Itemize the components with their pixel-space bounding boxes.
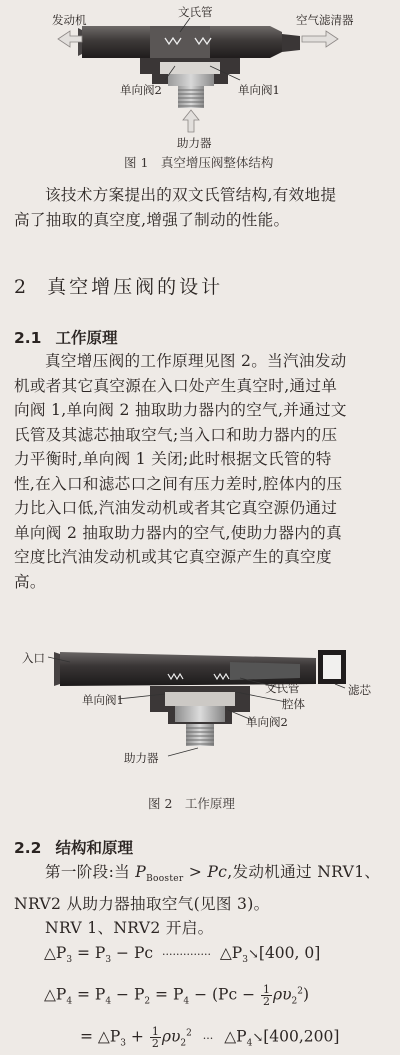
eq-term: = P [72, 944, 106, 962]
fig1-label-venturi: 文氏管 [178, 5, 213, 19]
figure-2-caption: 图 2 工作原理 [148, 796, 235, 811]
paragraph-line: 力比入口低,汽油发动机或者其它真空源仍通过 [14, 499, 338, 517]
paragraph-line: 性,在入口和滤芯口之间有压力差时,腔体内的压 [14, 474, 343, 493]
section-title: 工作原理 [55, 328, 118, 347]
paragraph-line [14, 860, 388, 892]
fraction-one-half [150, 1026, 161, 1049]
fig2-label-filter: 滤芯 [348, 683, 371, 697]
eq-leader-dots: ··· [202, 1031, 214, 1045]
eq-term: ρυ [161, 1027, 181, 1046]
paragraph-line: 力平衡时,单向阀 1 关闭;此时根据文氏管的特 [14, 450, 332, 468]
eq-term: + [126, 1027, 149, 1046]
eq-sub: 2 [180, 1038, 187, 1049]
frac-den: 2 [262, 995, 270, 1008]
text-run: > [183, 863, 208, 881]
fig2-label-booster: 助力器 [124, 751, 159, 765]
eq-term: ρυ [272, 985, 292, 1004]
paragraph-line: 该技术方案提出的双文氏管结构,有效地提 [45, 186, 337, 204]
fig2-label-check-valve-1: 单向阀1 [82, 693, 124, 707]
frac-num: 1 [262, 983, 270, 996]
eq-sub: 4 [105, 996, 112, 1007]
trend-arrow-icon: ↘ [247, 947, 259, 962]
eq-sub: 4 [66, 996, 73, 1007]
eq-term: = P [72, 985, 106, 1004]
figure-2-illustration [0, 640, 400, 780]
paragraph-3 [14, 860, 388, 941]
text-run: ,发动机通过 NRV1、 [227, 863, 381, 881]
eq-term: △P [44, 985, 67, 1004]
trend-arrow-icon: ↘ [252, 1030, 264, 1046]
paragraph-line: 机或者其它真空源在入口处产生真空时,通过单 [14, 376, 338, 395]
eq-sub: 3 [105, 955, 112, 966]
frac-num: 1 [151, 1025, 159, 1038]
paragraph-line: 高。 [14, 572, 46, 591]
paragraph-line: 向阀 1,单向阀 2 抽取助力器内的空气,并通过文 [14, 401, 347, 419]
eq-sub: 4 [246, 1038, 253, 1049]
frac-den: 2 [151, 1037, 159, 1050]
eq-term: − (Pc − [189, 985, 260, 1004]
paragraph-line: NRV2 从助力器抽取空气(见图 3)。 [14, 894, 270, 913]
section-number: 2.1 [14, 329, 42, 347]
paragraph-line: 氏管及其滤芯抽取空气;当入口和助力器内的压 [14, 425, 338, 444]
paragraph-2 [14, 349, 388, 594]
eq-term: △P [44, 944, 67, 962]
symbol-pc: Pc [207, 863, 228, 881]
eq-sup: 2 [186, 1028, 192, 1039]
eq-sup: 2 [297, 986, 303, 997]
fig1-label-air-filter: 空气滤清器 [296, 13, 354, 27]
eq-sub: 2 [144, 996, 151, 1007]
fig2-label-venturi: 文氏管 [265, 681, 300, 695]
eq-sub: 3 [242, 955, 248, 966]
equation-2 [44, 984, 309, 1007]
paragraph-line: 高了抽取的真空度,增强了制动的性能。 [14, 210, 290, 229]
section-title: 真空增压阀的设计 [47, 276, 224, 298]
eq-sub: 4 [183, 996, 190, 1007]
fig2-label-chamber: 腔体 [282, 697, 305, 711]
section-number: 2.2 [14, 839, 42, 857]
eq-trend-value: [400, 0] [258, 944, 321, 962]
fraction-one-half [261, 984, 272, 1007]
equation-1 [44, 944, 320, 965]
eq-trend-value: [400,200] [263, 1027, 340, 1046]
paragraph-line: 真空增压阀的工作原理见图 2。当汽油发动 [45, 352, 347, 370]
fig1-label-booster: 助力器 [177, 136, 212, 150]
equation-3 [80, 1026, 339, 1049]
fig1-label-engine: 发动机 [52, 13, 87, 27]
fig2-label-inlet: 入口 [22, 651, 45, 665]
eq-term: = △P [80, 1027, 121, 1046]
fig1-label-check-valve-2: 单向阀2 [120, 83, 162, 97]
section-title: 结构和原理 [55, 838, 133, 857]
eq-term: ) [303, 985, 310, 1004]
section-2-2-heading [14, 836, 133, 858]
paragraph-line: 单向阀 2 抽取助力器内的空气,使助力器内的真 [14, 523, 342, 542]
section-number: 2 [14, 276, 30, 298]
paragraph-1 [14, 183, 388, 232]
eq-term: − Pc [111, 944, 154, 962]
section-2-heading [14, 272, 223, 299]
figure-2 [0, 640, 400, 780]
section-2-1-heading [14, 326, 117, 348]
subscript-booster: Booster [146, 874, 184, 885]
fig1-label-check-valve-1: 单向阀1 [238, 83, 280, 97]
eq-term: = P [150, 985, 184, 1004]
paragraph-line: 空度比汽油发动机或其它真空源产生的真空度 [14, 548, 332, 566]
eq-sub: 2 [291, 996, 298, 1007]
eq-trend: △P [224, 1027, 247, 1046]
fig2-label-check-valve-2: 单向阀2 [246, 715, 288, 729]
eq-sub: 3 [120, 1038, 126, 1049]
eq-trend: △P [219, 944, 243, 962]
eq-leader-dots: ·············· [162, 948, 211, 961]
text-run: 第一阶段:当 [45, 863, 136, 881]
eq-term: − P [111, 985, 145, 1004]
figure-1 [0, 0, 400, 150]
symbol-p: P [135, 863, 147, 881]
paragraph-line: NRV 1、NRV2 开启。 [45, 919, 214, 938]
eq-sub: 3 [66, 955, 73, 966]
figure-1-caption: 图 1 真空增压阀整体结构 [124, 155, 274, 170]
